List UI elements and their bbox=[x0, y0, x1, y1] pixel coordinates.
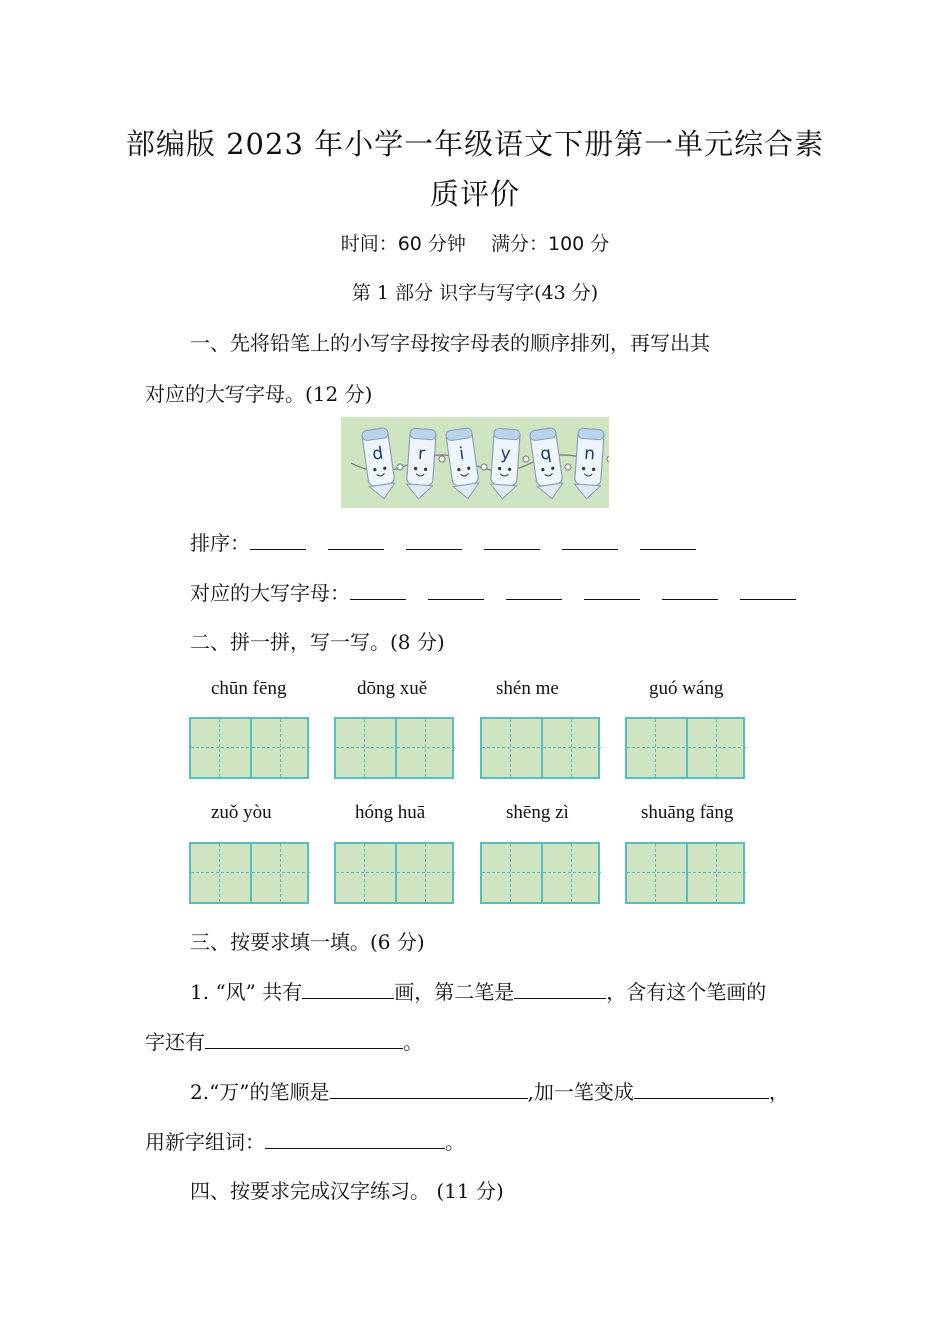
pencil-letter: q bbox=[539, 443, 553, 465]
q3-item1-text: 字还有 bbox=[145, 1030, 205, 1054]
hand-dot bbox=[565, 464, 571, 470]
pinyin-label: guó wáng bbox=[649, 678, 724, 699]
writing-grid[interactable] bbox=[189, 717, 309, 779]
q3-item2-line1 bbox=[190, 1076, 789, 1105]
pencil-y bbox=[490, 428, 521, 500]
q1-text-line2: 对应的大写字母。(12 分) bbox=[145, 382, 373, 406]
q3-item1-line2 bbox=[145, 1026, 423, 1055]
pencil-d bbox=[361, 428, 396, 501]
pinyin-label: chūn fēng bbox=[211, 678, 287, 699]
hand-dot bbox=[439, 456, 445, 462]
q3-item2-text: ,加一笔变成 bbox=[527, 1080, 634, 1104]
order-blank-1[interactable] bbox=[250, 531, 306, 550]
order-blank-3[interactable] bbox=[406, 531, 462, 550]
q3-heading: 三、按要求填一填。(6 分) bbox=[190, 930, 425, 954]
pinyin-label: shén me bbox=[496, 678, 559, 699]
upper-blank-5[interactable] bbox=[662, 581, 718, 600]
q3-item2-text: 2.“万”的笔顺是 bbox=[190, 1080, 330, 1104]
writing-grid[interactable] bbox=[480, 842, 600, 904]
q3-item1-text: ，含有这个笔画的 bbox=[606, 980, 767, 1004]
pencil-illustration bbox=[341, 417, 609, 508]
hand-dot bbox=[607, 456, 609, 462]
upper-blank-2[interactable] bbox=[428, 581, 484, 600]
pencil-svg bbox=[341, 417, 609, 508]
q3-item2-text: 。 bbox=[445, 1130, 465, 1154]
q3-item2-text: 用新字组词： bbox=[145, 1130, 265, 1154]
pencil-n bbox=[574, 428, 605, 500]
word-blank[interactable] bbox=[265, 1130, 445, 1149]
pinyin-label: shēng zì bbox=[506, 802, 569, 823]
second-stroke-blank[interactable] bbox=[514, 980, 606, 999]
q3-item2-line2 bbox=[145, 1126, 465, 1155]
hand-dot bbox=[481, 464, 487, 470]
hand-dot bbox=[523, 456, 529, 462]
writing-grid[interactable] bbox=[334, 842, 454, 904]
order-blank-5[interactable] bbox=[562, 531, 618, 550]
hand-dot bbox=[397, 464, 403, 470]
order-label: 排序： bbox=[190, 531, 250, 555]
order-blank-4[interactable] bbox=[484, 531, 540, 550]
stroke-count-blank[interactable] bbox=[302, 980, 394, 999]
q3-item1-text: 画，第二笔是 bbox=[394, 980, 515, 1004]
upper-row bbox=[190, 577, 796, 606]
q4-heading: 四、按要求完成汉字练习。 (11 分) bbox=[190, 1179, 504, 1203]
q1-text-line1: 一、先将铅笔上的小写字母按字母表的顺序排列，再写出其 bbox=[190, 331, 710, 355]
order-blank-6[interactable] bbox=[640, 531, 696, 550]
writing-grid[interactable] bbox=[189, 842, 309, 904]
pinyin-label: hóng huā bbox=[355, 802, 426, 823]
pencil-i bbox=[445, 428, 480, 501]
writing-grid[interactable] bbox=[625, 842, 745, 904]
writing-grid[interactable] bbox=[480, 717, 600, 779]
q3-item1-text: 1. “风” 共有 bbox=[190, 980, 303, 1004]
pinyin-label: zuǒ yòu bbox=[211, 802, 272, 823]
q3-item1-text: 。 bbox=[403, 1030, 423, 1054]
order-blank-2[interactable] bbox=[328, 531, 384, 550]
page-title-line1: 部编版 2023 年小学一年级语文下册第一单元综合素 bbox=[125, 127, 825, 161]
pencil-q bbox=[529, 428, 564, 501]
writing-grid[interactable] bbox=[625, 717, 745, 779]
order-row bbox=[190, 527, 696, 556]
page-title-line2: 质评价 bbox=[429, 177, 520, 211]
pencil-letter: r bbox=[417, 443, 426, 465]
q3-item2-text: ， bbox=[768, 1080, 789, 1104]
pencil-letter: d bbox=[371, 443, 385, 465]
exam-info: 时间：60 分钟 满分：100 分 bbox=[340, 233, 610, 255]
new-char-blank[interactable] bbox=[634, 1080, 769, 1099]
q2-heading: 二、拼一拼，写一写。(8 分) bbox=[190, 630, 445, 654]
pinyin-label: shuāng fāng bbox=[641, 802, 734, 823]
upper-blank-4[interactable] bbox=[584, 581, 640, 600]
upper-blank-3[interactable] bbox=[506, 581, 562, 600]
pencil-letter: i bbox=[458, 443, 466, 465]
upper-blank-1[interactable] bbox=[350, 581, 406, 600]
part1-heading: 第 1 部分 识字与写字(43 分) bbox=[351, 282, 599, 304]
stroke-order-blank[interactable] bbox=[330, 1080, 528, 1099]
other-chars-blank[interactable] bbox=[205, 1030, 403, 1049]
pencil-letter: y bbox=[499, 443, 512, 465]
pencil-r bbox=[406, 428, 437, 500]
writing-grid[interactable] bbox=[334, 717, 454, 779]
upper-label: 对应的大写字母： bbox=[190, 581, 350, 605]
q3-item1-line1 bbox=[190, 976, 766, 1005]
pencil-letter: n bbox=[583, 443, 596, 465]
upper-blank-6[interactable] bbox=[740, 581, 796, 600]
pinyin-label: dōng xuě bbox=[357, 678, 428, 699]
